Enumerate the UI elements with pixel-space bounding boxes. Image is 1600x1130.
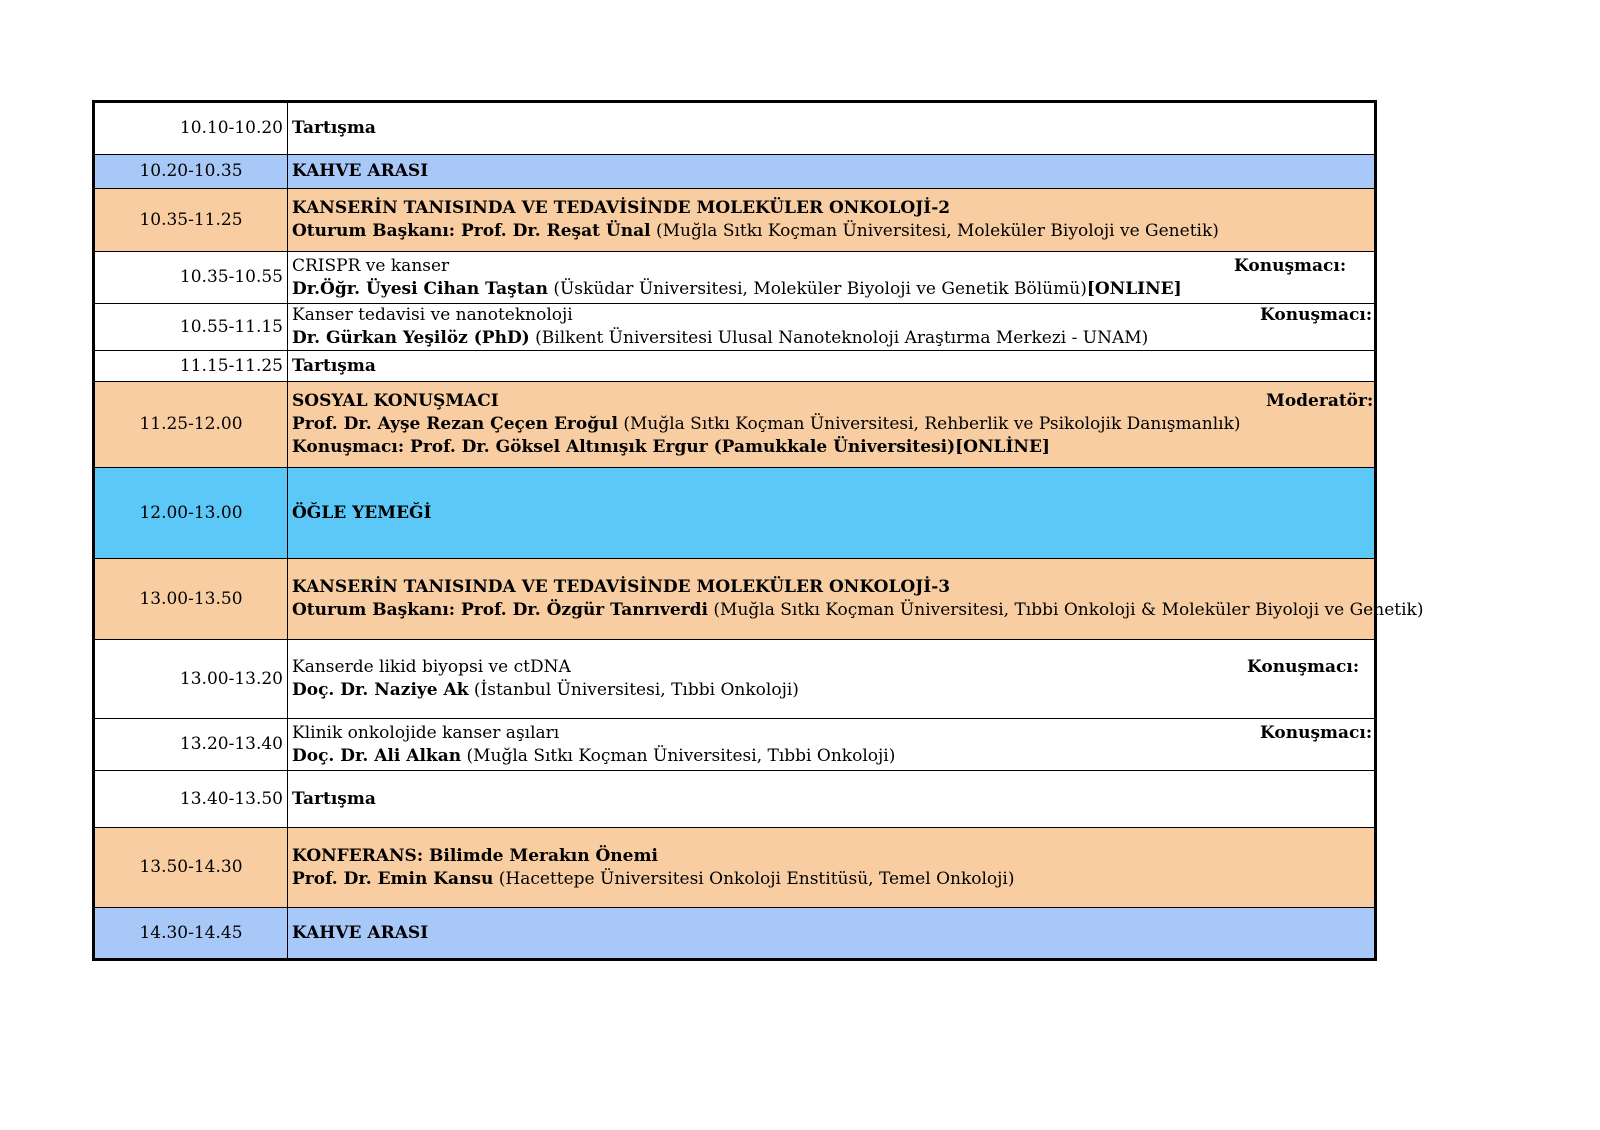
speaker-name: Doç. Dr. Ali Alkan xyxy=(292,745,462,766)
role-label: Konuşmacı: xyxy=(1260,722,1373,743)
moderator-name: Prof. Dr. Ayşe Rezan Çeçen Eroğul xyxy=(292,414,618,434)
session-cell xyxy=(288,559,1424,640)
time-cell: 13.00-13.20 xyxy=(94,640,288,719)
session-title: KANSERİN TANISINDA VE TEDAVİSİNDE MOLEKÜLER ONKOLOJİ-2 xyxy=(292,198,951,218)
time-cell: 10.35-10.55 xyxy=(94,252,288,304)
topic-text: Kanserde likid biyopsi ve ctDNA xyxy=(292,657,571,677)
chair-affiliation: (Muğla Sıtkı Koçman Üniversitesi, Moleküler Biyoloji ve Genetik) xyxy=(650,221,1219,241)
time-cell: 13.00-13.50 xyxy=(94,559,288,640)
talk-cell xyxy=(288,252,1376,304)
speaker-affiliation: (Üsküdar Üniversitesi, Moleküler Biyoloji ve Genetik Bölümü) xyxy=(547,278,1087,299)
time-cell: 12.00-13.00 xyxy=(94,468,288,559)
role-label: Konuşmacı: xyxy=(1260,305,1373,325)
time-cell: 13.20-13.40 xyxy=(94,719,288,771)
speaker-affiliation: (Muğla Sıtkı Koçman Üniversitesi, Tıbbi Onkoloji) xyxy=(461,745,896,766)
talk-cell xyxy=(288,719,1376,771)
table-row xyxy=(94,908,1376,960)
speaker-name: Dr. Gürkan Yeşilöz (PhD) xyxy=(292,328,530,348)
speaker-name: Doç. Dr. Naziye Ak xyxy=(292,680,469,700)
time-cell: 10.20-10.35 xyxy=(94,155,288,189)
session-cell xyxy=(288,102,1376,155)
speaker-name: Dr.Öğr. Üyesi Cihan Taştan xyxy=(292,278,548,299)
time-cell: 10.35-11.25 xyxy=(94,189,288,252)
topic-text: Klinik onkolojide kanser aşıları xyxy=(292,722,560,743)
session-title: KANSERİN TANISINDA VE TEDAVİSİNDE MOLEKÜLER ONKOLOJİ-3 xyxy=(292,577,951,597)
time-cell: 13.40-13.50 xyxy=(94,771,288,828)
talk-topic xyxy=(292,304,1373,327)
table-row xyxy=(94,382,1376,468)
speaker-affiliation: (Hacettepe Üniversitesi Onkoloji Enstitüsü, Temel Onkoloji) xyxy=(493,868,1015,889)
session-title: ÖĞLE YEMEĞİ xyxy=(292,502,432,523)
table-row xyxy=(94,304,1376,351)
session-cell xyxy=(288,189,1376,252)
role-label: Moderatör: xyxy=(1266,391,1374,411)
time-cell: 11.15-11.25 xyxy=(94,351,288,382)
talk-cell xyxy=(288,640,1376,719)
chair-name: Oturum Başkanı: Prof. Dr. Özgür Tanrıverdi xyxy=(292,600,708,620)
table-row xyxy=(94,351,1376,382)
role-label: Konuşmacı: xyxy=(1234,255,1347,276)
time-cell: 14.30-14.45 xyxy=(94,908,288,960)
chair-affiliation: (Muğla Sıtkı Koçman Üniversitesi, Tıbbi Onkoloji & Moleküler Biyoloji ve Genetik) xyxy=(708,600,1424,620)
session-cell xyxy=(288,908,1376,960)
session-cell xyxy=(288,351,1376,382)
table-row xyxy=(94,252,1376,304)
session-title: KONFERANS: Bilimde Merakın Önemi xyxy=(292,845,658,866)
talk-speaker xyxy=(292,745,1370,768)
session-heading xyxy=(292,390,1374,413)
topic-text: CRISPR ve kanser xyxy=(292,255,450,276)
session-title: SOSYAL KONUŞMACI xyxy=(292,391,499,411)
session-cell xyxy=(288,771,1376,828)
table-row xyxy=(94,828,1376,908)
role-label: Konuşmacı: xyxy=(1247,657,1360,677)
talk-topic xyxy=(292,255,1370,278)
table-row xyxy=(94,719,1376,771)
table-row xyxy=(94,189,1376,252)
session-title: Tartışma xyxy=(292,788,376,809)
talk-topic xyxy=(292,656,1370,679)
talk-speaker xyxy=(292,679,1370,702)
session-title: Tartışma xyxy=(292,118,376,138)
table-row xyxy=(94,771,1376,828)
speaker-line: Konuşmacı: Prof. Dr. Göksel Altınışık Ergur (Pamukkale Üniversitesi)[ONLİNE] xyxy=(292,437,1050,457)
schedule-table xyxy=(92,100,1424,961)
online-tag: [ONLINE] xyxy=(1086,278,1182,299)
session-cell xyxy=(288,155,1376,189)
speaker-name: Prof. Dr. Emin Kansu xyxy=(292,868,494,889)
chair-name: Oturum Başkanı: Prof. Dr. Reşat Ünal xyxy=(292,221,651,241)
table-row xyxy=(94,155,1376,189)
table-row xyxy=(94,102,1376,155)
time-cell: 10.55-11.15 xyxy=(94,304,288,351)
table-row xyxy=(94,559,1376,640)
talk-cell xyxy=(288,304,1376,351)
time-cell: 10.10-10.20 xyxy=(94,102,288,155)
topic-text: Kanser tedavisi ve nanoteknoloji xyxy=(292,305,573,325)
session-title: Tartışma xyxy=(292,355,376,376)
session-cell xyxy=(288,382,1376,468)
time-cell: 11.25-12.00 xyxy=(94,382,288,468)
session-chair xyxy=(292,220,1370,243)
time-cell: 13.50-14.30 xyxy=(94,828,288,908)
conference-speaker xyxy=(292,868,1370,891)
session-cell xyxy=(288,468,1376,559)
speaker-affiliation: (Bilkent Üniversitesi Ulusal Nanoteknoloji Araştırma Merkezi - UNAM) xyxy=(529,328,1149,348)
moderator xyxy=(292,413,1370,436)
talk-speaker xyxy=(292,278,1370,301)
session-title: KAHVE ARASI xyxy=(292,922,429,943)
table-row xyxy=(94,640,1376,719)
session-title: KAHVE ARASI xyxy=(292,161,429,181)
table-row xyxy=(94,468,1376,559)
speaker-affiliation: (İstanbul Üniversitesi, Tıbbi Onkoloji) xyxy=(468,680,799,700)
session-chair xyxy=(292,599,1424,622)
talk-speaker xyxy=(292,327,1370,350)
session-cell xyxy=(288,828,1376,908)
moderator-affiliation: (Muğla Sıtkı Koçman Üniversitesi, Rehberlik ve Psikolojik Danışmanlık) xyxy=(617,414,1241,434)
talk-topic xyxy=(292,722,1373,745)
